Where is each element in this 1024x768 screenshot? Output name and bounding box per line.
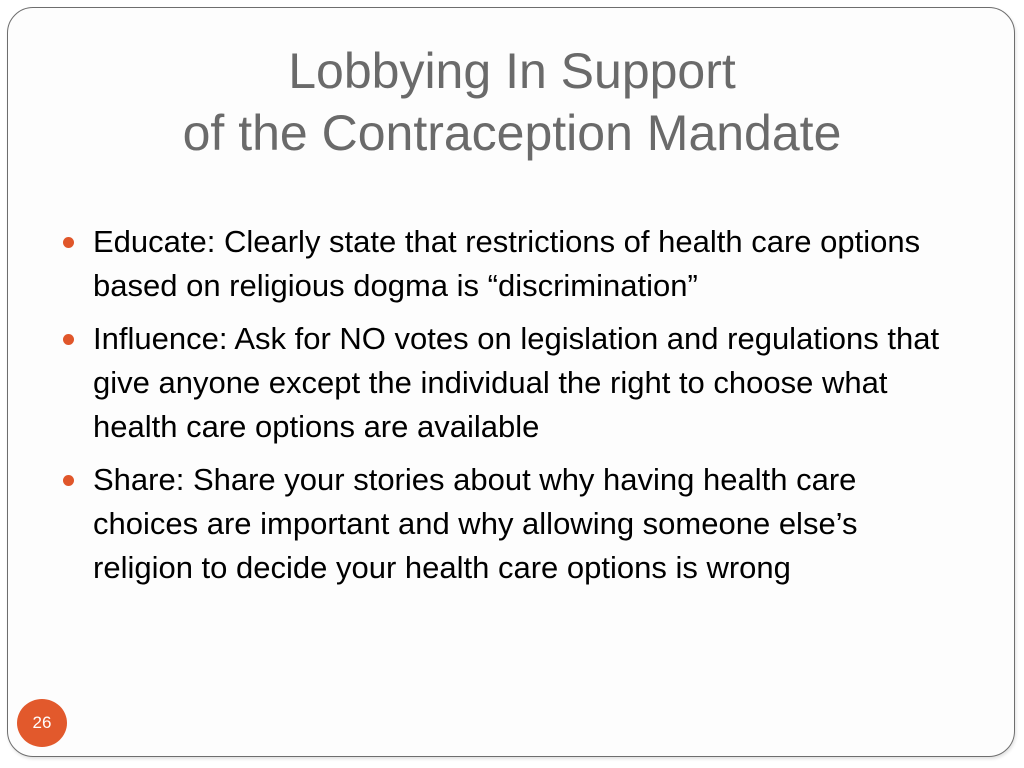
- slide-title-line-2: of the Contraception Mandate: [182, 105, 842, 161]
- slide-title-line-1: Lobbying In Support: [288, 43, 736, 99]
- bullet-list: [62, 220, 962, 599]
- bullet-dot-icon: [63, 237, 74, 248]
- bullet-dot-icon: [63, 334, 74, 345]
- bullet-text: Educate: Clearly state that restrictions of health care options based on religious dogma is “discrimination”: [93, 224, 921, 303]
- bullet-text: Influence: Ask for NO votes on legislation and regulations that give anyone except the individual the right to choose what health care options are available: [93, 321, 940, 444]
- page-number: 26: [32, 713, 52, 732]
- slide-title: [0, 40, 1024, 164]
- bullet-dot-icon: [63, 475, 74, 486]
- page-number-badge: [17, 699, 67, 747]
- bullet-text: Share: Share your stories about why having health care choices are important and why allowing someone else’s religion to decide your health care options is wrong: [93, 462, 858, 585]
- bullet-item-educate: [62, 220, 962, 308]
- bullet-item-influence: [62, 317, 962, 449]
- bullet-item-share: [62, 458, 962, 590]
